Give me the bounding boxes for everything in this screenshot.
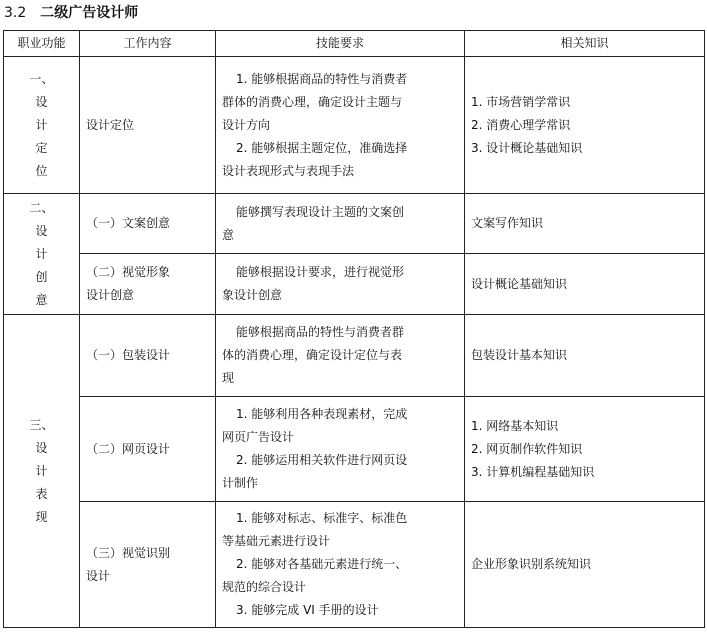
knowledge-cell: [465, 57, 705, 194]
function-char: 计: [35, 117, 48, 132]
skill-line: 能够撰写表现设计主题的文案创: [236, 204, 405, 219]
knowledge-line: 企业形象识别系统知识: [471, 557, 592, 571]
skill-line: 能够根据商品的特性与消费者群: [236, 325, 405, 339]
work-content-cell: [80, 315, 216, 397]
knowledge-cell: [465, 194, 705, 254]
table-row: [4, 502, 705, 628]
work-content-line: 设计创意: [86, 288, 135, 302]
work-content-line: （二）视觉形象: [86, 265, 171, 279]
knowledge-cell: [465, 502, 705, 628]
work-content-line: 设计定位: [86, 117, 135, 132]
knowledge-line: 1. 网络基本知识: [471, 418, 559, 433]
function-char: 意: [35, 292, 48, 307]
skill-cell: [216, 194, 465, 254]
section-heading: [4, 2, 138, 24]
work-content-line: 设计: [86, 568, 111, 583]
work-content-line: （一）文案创意: [86, 216, 171, 230]
skill-line: 网页广告设计: [222, 430, 295, 444]
work-content-line: （一）包装设计: [86, 348, 171, 362]
skill-line: 2. 能够对各基础元素进行统一、: [236, 557, 408, 571]
function-char: 三、: [29, 417, 54, 432]
function-char: 现: [35, 509, 48, 524]
knowledge-line: 3. 设计概论基础知识: [471, 140, 583, 155]
skill-line: 等基础元素进行设计: [222, 534, 331, 548]
table-header-row: [4, 31, 705, 57]
table-row: [4, 254, 705, 315]
skill-line: 设计表现形式与表现手法: [222, 163, 355, 178]
header-skills: 技能要求: [216, 31, 465, 57]
knowledge-line: 包装设计基本知识: [471, 348, 568, 362]
function-cell: [4, 315, 80, 628]
work-content-line: （二）网页设计: [86, 441, 171, 456]
skill-line: 象设计创意: [222, 288, 283, 302]
skill-line: 2. 能够根据主题定位，准确选择: [236, 140, 408, 155]
skill-cell: [216, 57, 465, 194]
table-row: [4, 315, 705, 397]
function-char: 设: [35, 94, 48, 109]
work-content-line: （三）视觉识别: [86, 545, 171, 560]
skill-line: 1. 能够对标志、标准字、标准色: [236, 511, 408, 525]
function-char: 设: [35, 440, 48, 455]
skill-line: 规范的综合设计: [222, 580, 307, 594]
skill-line: 1. 能够根据商品的特性与消费者: [236, 71, 408, 86]
knowledge-line: 1. 市场营销学常识: [471, 94, 571, 109]
function-char: 创: [35, 269, 48, 284]
skill-cell: [216, 254, 465, 315]
work-content-cell: [80, 254, 216, 315]
function-char: 表: [35, 486, 48, 501]
function-char: 定: [35, 140, 48, 155]
work-content-cell: [80, 502, 216, 628]
skill-line: 体的消费心理，确定设计定位与表: [222, 348, 403, 362]
header-knowledge: 相关知识: [465, 31, 705, 57]
work-content-cell: [80, 194, 216, 254]
function-char: 二、: [29, 200, 54, 215]
table-row: [4, 194, 705, 254]
work-content-cell: [80, 397, 216, 502]
section-number: 3.2: [4, 5, 27, 21]
table-row: [4, 397, 705, 502]
table-row: [4, 57, 705, 194]
function-char: 计: [35, 246, 48, 261]
function-char: 位: [35, 163, 48, 178]
section-title: 二级广告设计师: [40, 5, 139, 21]
skill-requirements-table: [3, 30, 705, 628]
knowledge-cell: [465, 397, 705, 502]
skill-line: 3. 能够完成 VI 手册的设计: [236, 603, 379, 617]
knowledge-line: 2. 消费心理学常识: [471, 117, 571, 132]
header-function: 职业功能: [4, 31, 80, 57]
function-char: 设: [35, 223, 48, 238]
skill-line: 设计方向: [222, 117, 271, 132]
function-cell: [4, 57, 80, 194]
knowledge-line: 设计概论基础知识: [471, 276, 568, 291]
skill-line: 现: [222, 371, 235, 385]
knowledge-line: 2. 网页制作软件知识: [471, 441, 583, 456]
skill-cell: [216, 502, 465, 628]
skill-line: 1. 能够利用各种表现素材，完成: [236, 407, 408, 421]
table-body: [4, 57, 705, 628]
knowledge-cell: [465, 254, 705, 315]
skill-line: 意: [222, 227, 235, 242]
knowledge-line: 文案写作知识: [471, 216, 544, 230]
function-char: 计: [35, 463, 48, 478]
knowledge-line: 3. 计算机编程基础知识: [471, 464, 595, 479]
function-char: 一、: [29, 71, 54, 86]
skill-line: 计制作: [222, 476, 259, 490]
skill-cell: [216, 315, 465, 397]
function-cell: [4, 194, 80, 315]
knowledge-cell: [465, 315, 705, 397]
skill-line: 2. 能够运用相关软件进行网页设: [236, 453, 408, 467]
skill-cell: [216, 397, 465, 502]
skill-line: 群体的消费心理，确定设计主题与: [222, 94, 403, 109]
work-content-cell: [80, 57, 216, 194]
header-content: 工作内容: [80, 31, 216, 57]
skill-line: 能够根据设计要求，进行视觉形: [236, 265, 405, 279]
